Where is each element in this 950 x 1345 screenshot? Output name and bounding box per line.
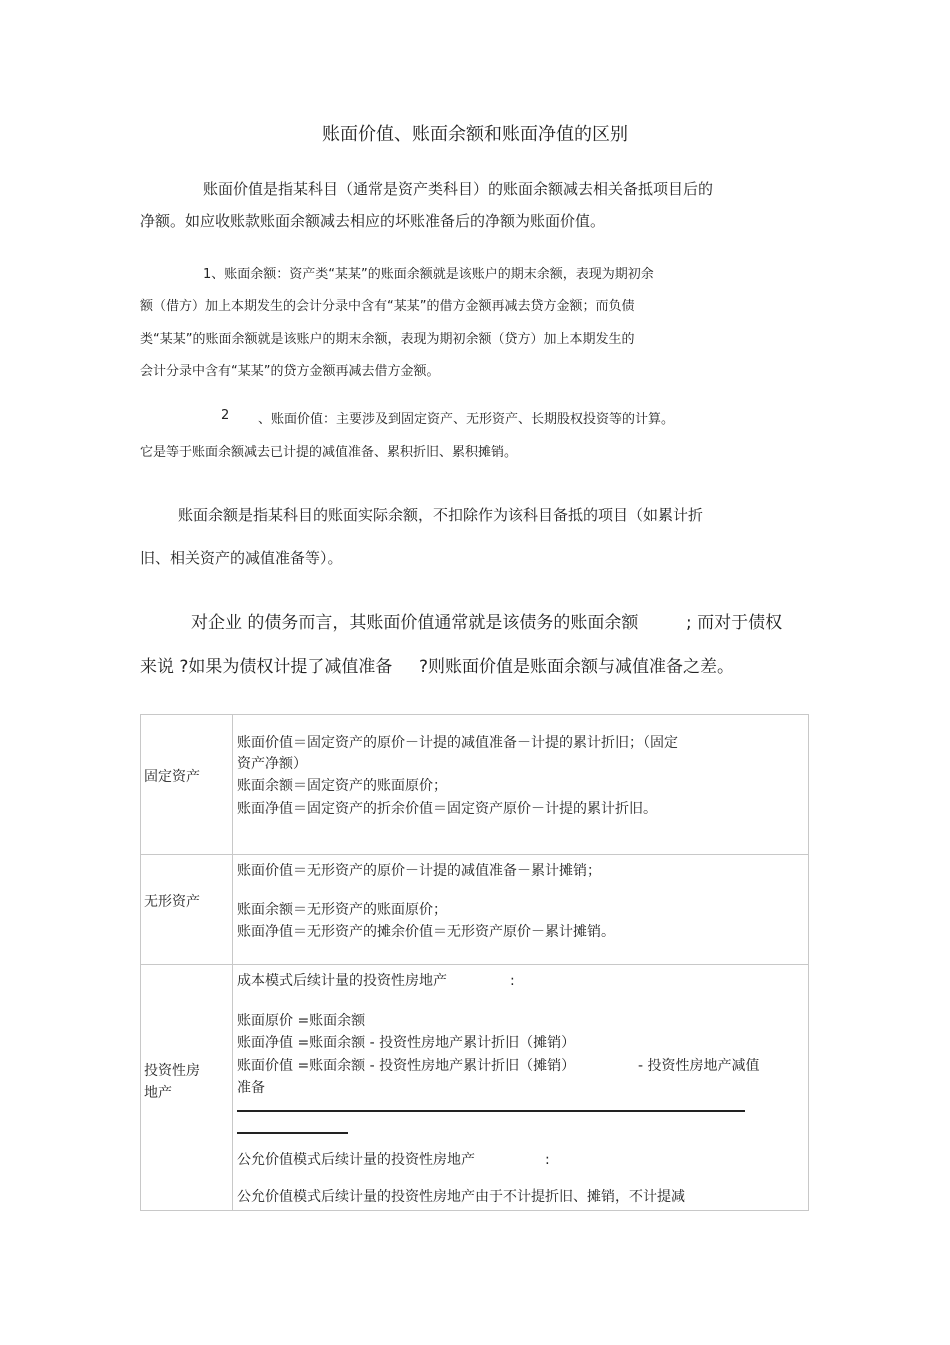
table-column-divider <box>232 714 233 1211</box>
fair-value-line: 公允价值模式后续计量的投资性房地产由于不计提折旧、摊销，不计提减 <box>237 1189 685 1205</box>
intro-line-1: 账面价值是指某科目（通常是资产类科目）的账面余额减去相关备抵项目后的 <box>203 180 714 198</box>
row-label-fixed-assets: 固定资产 <box>144 769 200 785</box>
item2-line-1: 、账面价值：主要涉及到固定资产、无形资产、长期股权投资等的计算。 <box>258 412 675 427</box>
balance-line-1: 账面余额是指某科目的账面实际余额，不扣除作为该科目备抵的项目（如累计折 <box>178 506 704 524</box>
intangible-line-2: 账面余额＝无形资产的账面原价； <box>237 902 447 918</box>
debt-line-1a: 对企业 的债务而言，其账面价值通常就是该债务的账面余额 <box>191 613 639 633</box>
row-label-investment-property-line-1: 投资性房 <box>144 1063 200 1079</box>
page-title: 账面价值、账面余额和账面净值的区别 <box>322 124 628 145</box>
cost-model-heading: 成本模式后续计量的投资性房地产 <box>237 973 447 989</box>
cost-model-line-3a: 账面价值 =账面余额 - 投资性房地产累计折旧（摊销） <box>237 1058 576 1074</box>
item1-line-4: 会计分录中含有“某某”的贷方金额再减去借方金额。 <box>140 364 440 379</box>
item1-line-2: 额（借方）加上本期发生的会计分录中含有“某某”的借方金额再减去贷方金额；而负债 <box>140 299 635 314</box>
table-border-left <box>140 714 141 1211</box>
debt-line-2a: 来说 ?如果为债权计提了减值准备 <box>140 657 393 677</box>
cost-model-line-2: 账面净值 =账面余额 - 投资性房地产累计折旧（摊销） <box>237 1035 576 1051</box>
balance-line-2: 旧、相关资产的减值准备等）。 <box>140 549 343 567</box>
intangible-line-3: 账面净值＝无形资产的摊余价值＝无形资产原价－累计摊销。 <box>237 924 615 940</box>
fair-value-heading: 公允价值模式后续计量的投资性房地产 <box>237 1152 475 1168</box>
table-row-divider-2 <box>140 964 809 965</box>
fair-value-colon: : <box>545 1152 550 1168</box>
item2-number: 2 <box>221 408 230 423</box>
fixed-assets-line-1: 账面价值＝固定资产的原价－计提的减值准备－计提的累计折旧；（固定 <box>237 735 678 751</box>
cost-model-line-1: 账面原价 =账面余额 <box>237 1013 366 1029</box>
table-border-right <box>808 714 809 1211</box>
separator-rule-long <box>237 1110 745 1112</box>
item1-line-1: 1、账面余额：资产类“某某”的账面余额就是该账户的期末余额，表现为期初余 <box>203 267 654 282</box>
asset-comparison-table <box>140 714 809 1211</box>
table-row-divider-1 <box>140 854 809 855</box>
debt-line-2b: ?则账面价值是账面余额与减值准备之差。 <box>419 657 735 677</box>
cost-model-line-3b: - 投资性房地产减值 <box>638 1058 760 1074</box>
row-label-investment-property <box>144 1060 236 1104</box>
row-label-investment-property-line-2: 地产 <box>144 1085 172 1101</box>
fixed-assets-line-3: 账面余额＝固定资产的账面原价； <box>237 778 447 794</box>
separator-rule-short <box>237 1132 348 1134</box>
intro-line-2: 净额。如应收账款账面余额减去相应的坏账准备后的净额为账面价值。 <box>140 212 606 230</box>
fixed-assets-line-2: 资产净额） <box>237 756 307 772</box>
item2-line-2: 它是等于账面余额减去已计提的减值准备、累积折旧、累积摊销。 <box>140 445 518 460</box>
debt-line-1b: ; 而对于债权 <box>686 613 783 633</box>
fixed-assets-line-4: 账面净值＝固定资产的折余价值＝固定资产原价－计提的累计折旧。 <box>237 801 657 817</box>
table-border-top <box>140 714 809 715</box>
intangible-line-1: 账面价值＝无形资产的原价－计提的减值准备－累计摊销； <box>237 863 601 879</box>
cost-model-colon: : <box>510 973 515 989</box>
row-label-intangible-assets: 无形资产 <box>144 894 200 910</box>
cost-model-line-4: 准备 <box>237 1080 265 1096</box>
table-border-bottom <box>140 1210 809 1211</box>
item1-line-3: 类“某某”的账面余额就是该账户的期末余额，表现为期初余额（贷方）加上本期发生的 <box>140 332 635 347</box>
